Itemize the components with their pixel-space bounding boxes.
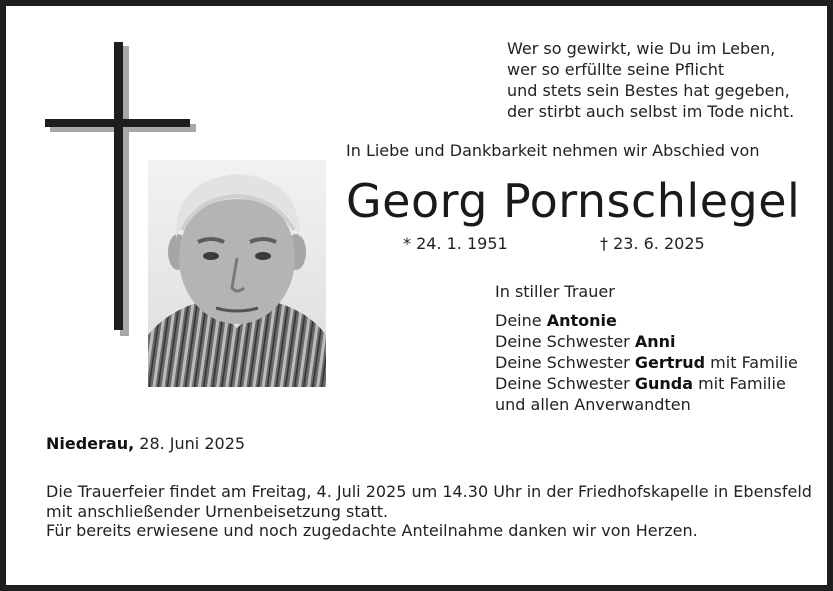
deceased-name: Georg Pornschlegel xyxy=(346,174,801,228)
memorial-poem xyxy=(507,38,794,122)
death-date: † 23. 6. 2025 xyxy=(600,234,705,253)
portrait-illustration xyxy=(148,160,326,387)
birth-date: * 24. 1. 1951 xyxy=(403,234,508,253)
mourners-list xyxy=(495,281,798,415)
mourner-line: Deine Schwester Gertrud mit Familie xyxy=(495,353,798,372)
mourner-line: und allen Anverwandten xyxy=(495,395,691,414)
service-notice xyxy=(46,482,812,541)
farewell-intro: In Liebe und Dankbarkeit nehmen wir Abschied von xyxy=(346,141,760,160)
service-line: Für bereits erwiesene und noch zugedachte Anteilnahme danken wir von Herzen. xyxy=(46,521,698,540)
mourners-lead: In stiller Trauer xyxy=(495,282,615,301)
place-and-date xyxy=(46,434,245,453)
place-town: Niederau, xyxy=(46,434,135,453)
cross-vertical-beam xyxy=(114,42,123,330)
poem-line: der stirbt auch selbst im Tode nicht. xyxy=(507,102,795,121)
mourner-line: Deine Schwester Gunda mit Familie xyxy=(495,374,786,393)
poem-line: Wer so gewirkt, wie Du im Leben, xyxy=(507,39,776,58)
mourner-line: Deine Schwester Anni xyxy=(495,332,676,351)
service-line: Die Trauerfeier findet am Freitag, 4. Juli 2025 um 14.30 Uhr in der Friedhofskapelle in Ebensfeld xyxy=(46,482,812,501)
poem-line: wer so erfüllte seine Pflicht xyxy=(507,60,725,79)
mourner-line: Deine Antonie xyxy=(495,311,617,330)
service-line: mit anschließender Urnenbeisetzung statt. xyxy=(46,501,389,521)
place-date: 28. Juni 2025 xyxy=(134,434,246,453)
cross-horizontal-beam xyxy=(45,119,190,127)
portrait-photo xyxy=(148,160,326,387)
poem-line: und stets sein Bestes hat gegeben, xyxy=(507,81,790,100)
